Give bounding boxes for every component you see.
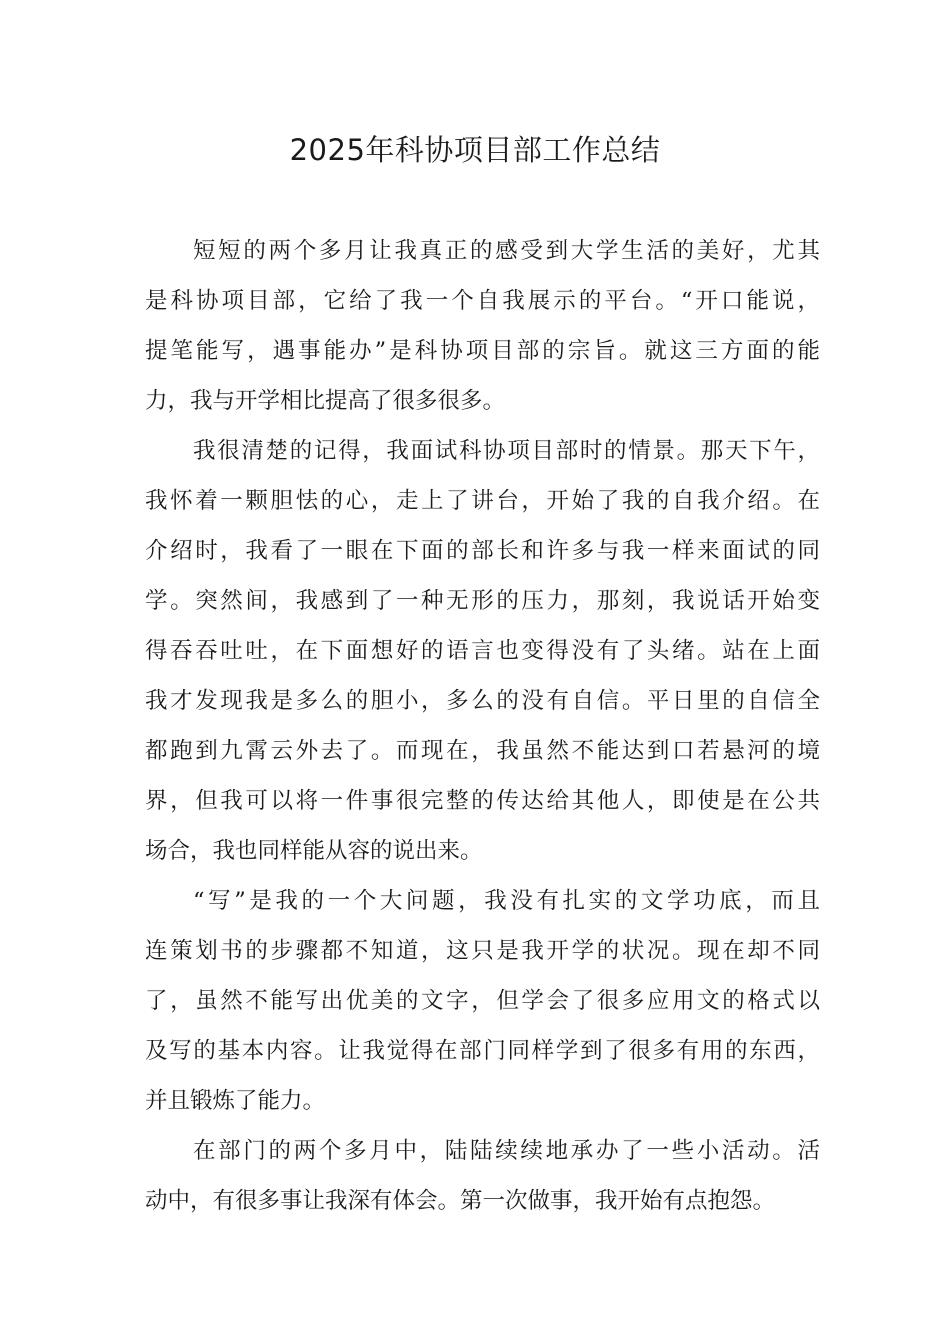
- paragraph-line: 是科协项目部，它给了我一个自我展示的平台。“开口能说，: [145, 288, 820, 314]
- paragraph-line: 及写的基本内容。让我觉得在部门同样学到了很多有用的东西，: [145, 1038, 820, 1064]
- paragraph: [145, 1126, 820, 1226]
- paragraph-line: 在部门的两个多月中，陆陆续续地承办了一些小活动。活: [193, 1138, 820, 1164]
- paragraph: [145, 426, 820, 876]
- paragraph-line: 界，但我可以将一件事很完整的传达给其他人，即使是在公共: [145, 788, 820, 814]
- paragraph-line: 连策划书的步骤都不知道，这只是我开学的状况。现在却不同: [145, 938, 820, 964]
- paragraph-line: 短短的两个多月让我真正的感受到大学生活的美好，尤其: [193, 238, 820, 264]
- paragraph-line: 场合，我也同样能从容的说出来。: [145, 838, 483, 864]
- paragraph: [145, 226, 820, 426]
- document-title: 2025年科协项目部工作总结: [289, 133, 661, 167]
- paragraph-line: 力，我与开学相比提高了很多很多。: [145, 388, 506, 414]
- document-body: [145, 226, 820, 1226]
- paragraph-line: 动中，有很多事让我深有体会。第一次做事，我开始有点抱怨。: [145, 1188, 776, 1214]
- paragraph-line: 了，虽然不能写出优美的文字，但学会了很多应用文的格式以: [145, 988, 820, 1014]
- paragraph-line: 我很清楚的记得，我面试科协项目部时的情景。那天下午，: [193, 438, 820, 464]
- paragraph-line: 提笔能写，遇事能办”是科协项目部的宗旨。就这三方面的能: [145, 338, 820, 364]
- paragraph-line: 我才发现我是多么的胆小，多么的没有自信。平日里的自信全: [145, 688, 820, 714]
- paragraph: [145, 876, 820, 1126]
- paragraph-line: 我怀着一颗胆怯的心，走上了讲台，开始了我的自我介绍。在: [145, 488, 820, 514]
- paragraph-line: “写”是我的一个大问题，我没有扎实的文学功底，而且: [193, 888, 820, 914]
- paragraph-line: 学。突然间，我感到了一种无形的压力，那刻，我说话开始变: [145, 588, 820, 614]
- paragraph-line: 都跑到九霄云外去了。而现在，我虽然不能达到口若悬河的境: [145, 738, 820, 764]
- paragraph-line: 并且锻炼了能力。: [145, 1088, 326, 1114]
- paragraph-line: 介绍时，我看了一眼在下面的部长和许多与我一样来面试的同: [145, 538, 820, 564]
- paragraph-line: 得吞吞吐吐，在下面想好的语言也变得没有了头绪。站在上面: [145, 638, 820, 664]
